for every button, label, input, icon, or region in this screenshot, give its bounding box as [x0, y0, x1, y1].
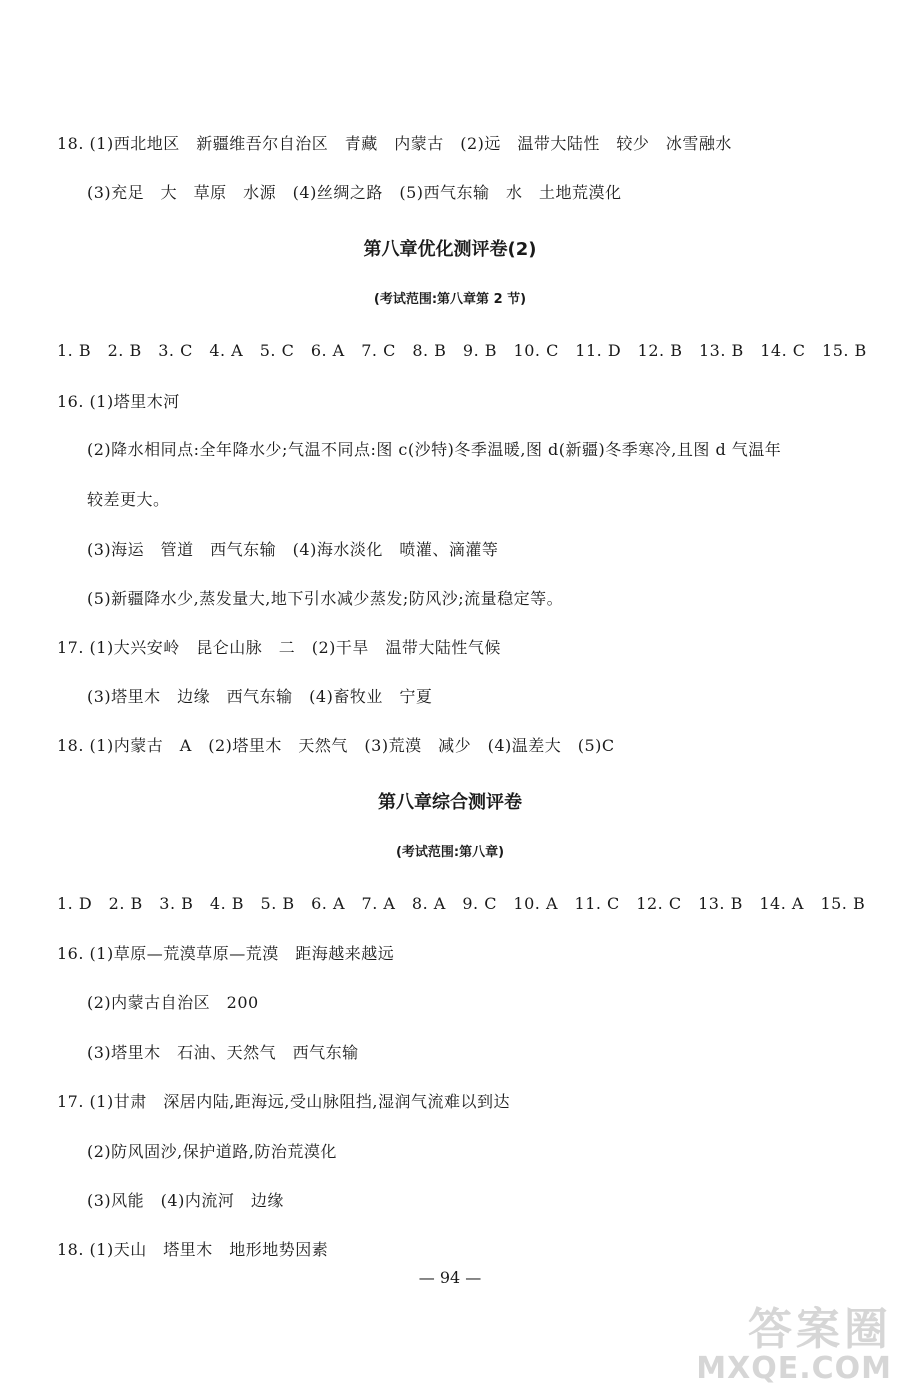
answer-line: (2)防风固沙,保护道路,防治荒漠化 [87, 1142, 337, 1161]
answer-line: 较差更大。 [87, 490, 170, 509]
answer-line: (2)降水相同点:全年降水少;气温不同点:图 c(沙特)冬季温暖,图 d(新疆)冬季寒冷,且图 d 气温年 [87, 440, 782, 459]
answer-line: 16. (1)塔里木河 [57, 392, 180, 411]
section-title: 第八章综合测评卷 [378, 792, 522, 813]
multiple-choice-answers: 1. D 2. B 3. B 4. B 5. B 6. A 7. A 8. A 9. C 10. A 11. C 12. C 13. B 14. A 15. B [57, 894, 866, 913]
answer-line: 18. (1)西北地区 新疆维吾尔自治区 青藏 内蒙古 (2)远 温带大陆性 较少 冰雪融水 [57, 134, 732, 153]
answer-line: (2)内蒙古自治区 200 [87, 993, 259, 1012]
answer-line: (5)新疆降水少,蒸发量大,地下引水减少蒸发;防风沙;流量稳定等。 [87, 589, 564, 608]
page-number: — 94 — [418, 1268, 482, 1287]
section-scope: (考试范围:第八章第 2 节) [373, 292, 527, 307]
watermark-domain: MXQE.COM [696, 1351, 892, 1386]
answer-line: 17. (1)甘肃 深居内陆,距海远,受山脉阻挡,湿润气流难以到达 [57, 1092, 510, 1111]
answer-line: (3)风能 (4)内流河 边缘 [87, 1191, 284, 1210]
answer-line: 16. (1)草原—荒漠草原—荒漠 距海越来越远 [57, 944, 395, 963]
answer-line: 18. (1)天山 塔里木 地形地势因素 [57, 1240, 329, 1259]
answer-line: (3)海运 管道 西气东输 (4)海水淡化 喷灌、滴灌等 [87, 540, 499, 559]
answer-line: 17. (1)大兴安岭 昆仑山脉 二 (2)干旱 温带大陆性气候 [57, 638, 501, 657]
section-scope: (考试范围:第八章) [395, 845, 505, 860]
multiple-choice-answers: 1. B 2. B 3. C 4. A 5. C 6. A 7. C 8. B 9. B 10. C 11. D 12. B 13. B 14. C 15. B [57, 341, 867, 360]
answer-line: (3)塔里木 石油、天然气 西气东输 [87, 1043, 359, 1062]
answer-line: (3)充足 大 草原 水源 (4)丝绸之路 (5)西气东输 水 土地荒漠化 [87, 183, 622, 202]
answer-line: 18. (1)内蒙古 A (2)塔里木 天然气 (3)荒漠 减少 (4)温差大 (5)C [57, 736, 615, 755]
answer-line: (3)塔里木 边缘 西气东输 (4)畜牧业 宁夏 [87, 687, 433, 706]
section-title: 第八章优化测评卷(2) [363, 239, 537, 260]
watermark-logo [696, 1304, 892, 1386]
watermark-brand: 答案圈 [748, 1304, 892, 1355]
